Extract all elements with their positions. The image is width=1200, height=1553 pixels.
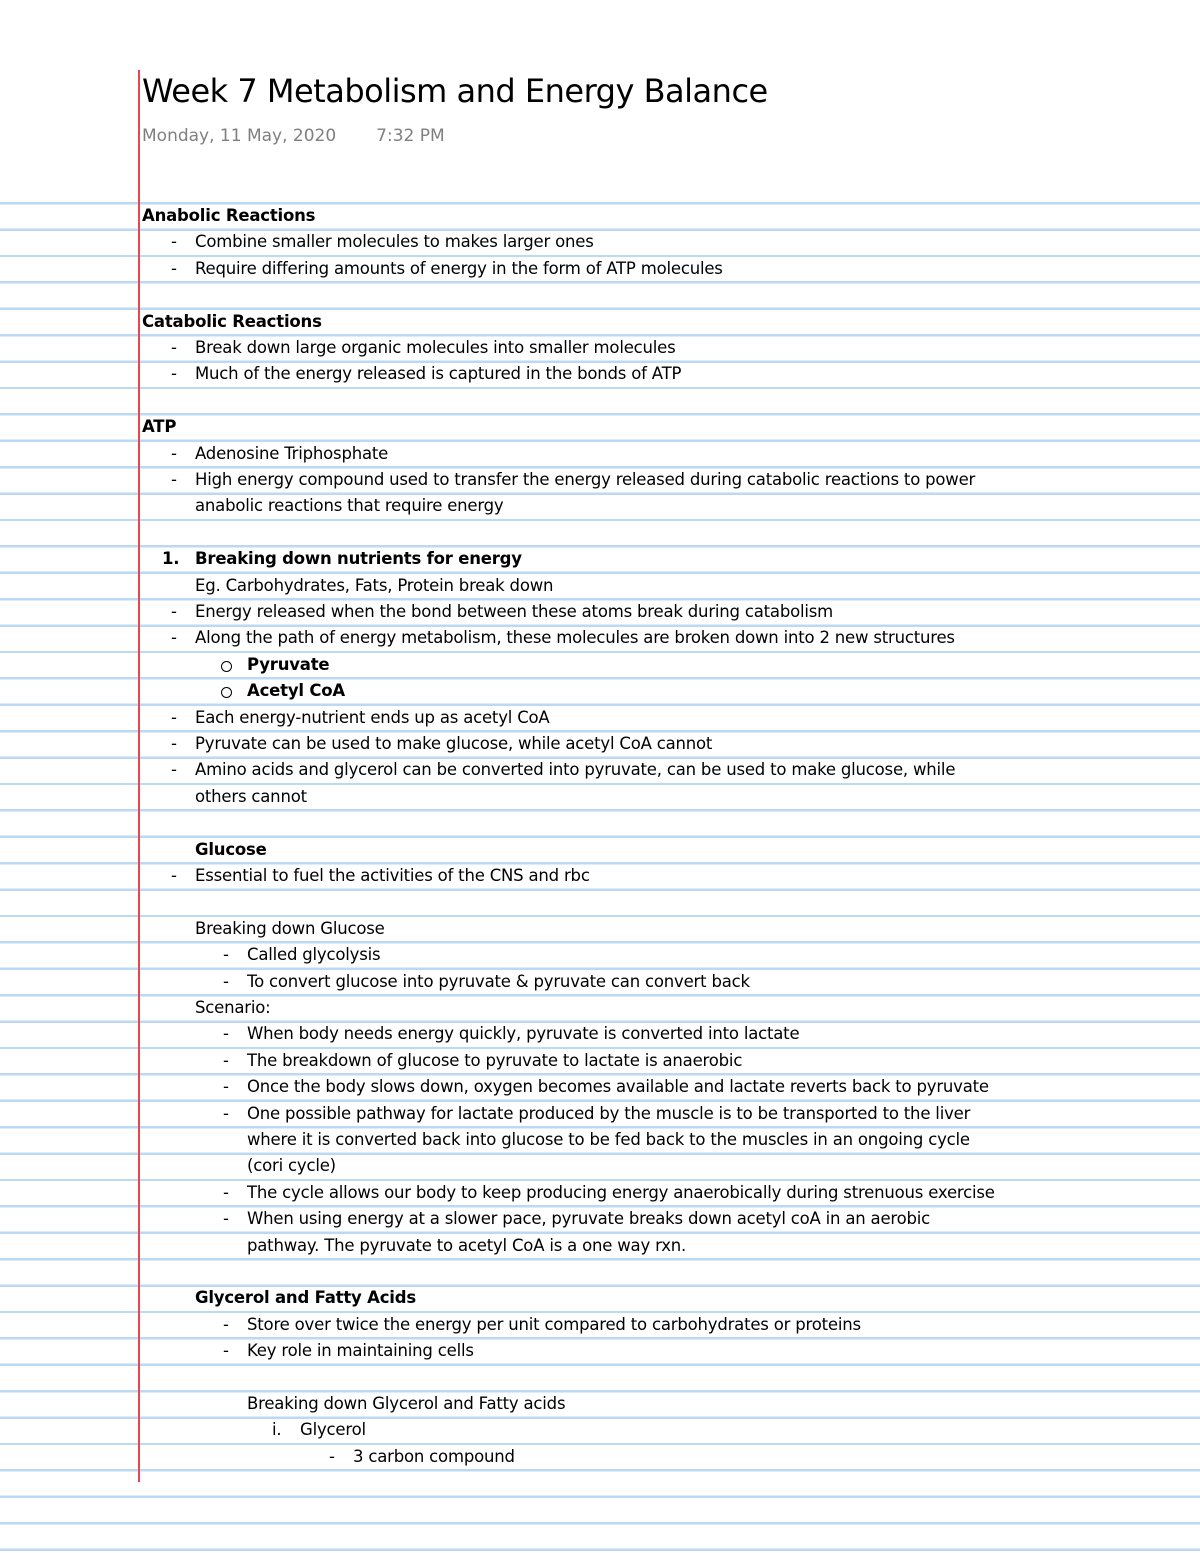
note-line-text: Breaking down nutrients for energy bbox=[195, 549, 522, 569]
note-line bbox=[171, 361, 682, 387]
note-line-text: Glycerol and Fatty Acids bbox=[195, 1288, 416, 1308]
note-line bbox=[247, 1127, 970, 1153]
note-line bbox=[162, 546, 522, 572]
note-line bbox=[223, 969, 750, 995]
note-line bbox=[223, 1021, 800, 1047]
bullet-circle-icon bbox=[221, 661, 232, 672]
bullet-circle-icon bbox=[221, 687, 232, 698]
note-line-text: Essential to fuel the activities of the CNS and rbc bbox=[195, 866, 590, 885]
note-line bbox=[171, 625, 955, 651]
page-title: Week 7 Metabolism and Energy Balance bbox=[142, 72, 768, 110]
note-line-text: To convert glucose into pyruvate & pyruvate can convert back bbox=[247, 971, 750, 991]
note-line-text: Acetyl CoA bbox=[247, 681, 345, 701]
note-line bbox=[223, 1048, 743, 1074]
note-line-text: Pyruvate can be used to make glucose, while acetyl CoA cannot bbox=[195, 734, 713, 753]
bullet-dash-icon: - bbox=[171, 628, 177, 648]
page-date: Monday, 11 May, 2020 bbox=[142, 126, 337, 146]
bullet-dash-icon: - bbox=[223, 1077, 229, 1097]
note-line-text: Eg. Carbohydrates, Fats, Protein break down bbox=[195, 575, 554, 595]
note-line-text: Each energy-nutrient ends up as acetyl CoA bbox=[195, 707, 550, 727]
bullet-dash-icon: - bbox=[171, 734, 177, 753]
note-line-text: Pyruvate bbox=[247, 654, 330, 674]
note-line bbox=[171, 731, 713, 757]
note-line-text: Energy released when the bond between these atoms break during catabolism bbox=[195, 602, 834, 621]
note-line bbox=[171, 335, 676, 361]
note-line bbox=[171, 256, 723, 282]
bullet-dash-icon: - bbox=[171, 760, 177, 780]
note-line bbox=[223, 1312, 861, 1338]
note-line bbox=[223, 942, 381, 968]
note-line-text: When body needs energy quickly, pyruvate is converted into lactate bbox=[247, 1024, 800, 1044]
note-line bbox=[247, 1233, 686, 1259]
note-line-text: others cannot bbox=[195, 786, 307, 806]
margin-rule bbox=[138, 70, 140, 1482]
note-line-text: 3 carbon compound bbox=[353, 1446, 515, 1466]
note-line-text: Combine smaller molecules to makes larger ones bbox=[195, 232, 594, 252]
note-line-text: When using energy at a slower pace, pyruvate breaks down acetyl coA in an aerobic bbox=[247, 1209, 931, 1229]
note-line-text: Anabolic Reactions bbox=[142, 206, 316, 225]
note-line bbox=[223, 1338, 474, 1364]
note-line bbox=[247, 678, 345, 704]
bullet-dash-icon: - bbox=[171, 866, 177, 885]
bullet-dash-icon: - bbox=[223, 1209, 229, 1229]
note-line-text: One possible pathway for lactate produced by the muscle is to be transported to the liver bbox=[247, 1103, 971, 1123]
note-line-text: Scenario: bbox=[195, 998, 271, 1017]
note-line bbox=[195, 995, 271, 1021]
note-line-text: Key role in maintaining cells bbox=[247, 1341, 474, 1361]
note-line-text: Require differing amounts of energy in the form of ATP molecules bbox=[195, 258, 723, 278]
page-time: 7:32 PM bbox=[376, 126, 445, 146]
bullet-dash-icon: - bbox=[223, 1050, 229, 1070]
note-line bbox=[223, 1101, 971, 1127]
note-line bbox=[142, 203, 315, 229]
note-line-text: Along the path of energy metabolism, these molecules are broken down into 2 new structures bbox=[195, 628, 955, 648]
note-line-text: Catabolic Reactions bbox=[142, 311, 322, 331]
note-line-text: Once the body slows down, oxygen becomes available and lactate reverts back to pyruvate bbox=[247, 1077, 989, 1097]
note-line bbox=[171, 705, 550, 731]
note-line bbox=[171, 441, 389, 467]
note-line bbox=[171, 229, 594, 255]
note-line-text: Glucose bbox=[195, 839, 267, 859]
note-line-text: where it is converted back into glucose to be fed back to the muscles in an ongoing cycle bbox=[247, 1130, 970, 1149]
note-line bbox=[195, 1285, 416, 1311]
note-line-text: Breaking down Glycerol and Fatty acids bbox=[247, 1394, 566, 1413]
note-line-text: pathway. The pyruvate to acetyl CoA is a one way rxn. bbox=[247, 1235, 687, 1255]
note-line-text: Much of the energy released is captured in the bonds of ATP bbox=[195, 364, 682, 384]
note-line bbox=[171, 757, 956, 783]
note-line bbox=[171, 863, 590, 889]
note-line-text: anabolic reactions that require energy bbox=[195, 496, 504, 516]
note-line bbox=[247, 652, 329, 678]
note-line bbox=[223, 1206, 931, 1232]
note-line bbox=[195, 493, 504, 519]
note-line-text: Adenosine Triphosphate bbox=[195, 443, 389, 463]
note-line bbox=[223, 1180, 995, 1206]
bullet-dash-icon: - bbox=[171, 602, 177, 621]
note-line-text: Called glycolysis bbox=[247, 945, 381, 965]
note-line bbox=[195, 837, 267, 863]
note-line-text: Breaking down Glucose bbox=[195, 918, 385, 938]
note-line-text: (cori cycle) bbox=[247, 1156, 336, 1176]
bullet-dash-icon: - bbox=[223, 1341, 229, 1361]
note-line-text: Glycerol bbox=[300, 1420, 366, 1440]
note-line bbox=[142, 309, 322, 335]
note-line bbox=[247, 1391, 565, 1417]
note-line-text: Break down large organic molecules into smaller molecules bbox=[195, 338, 676, 357]
note-line bbox=[195, 916, 385, 942]
note-line-text: The cycle allows our body to keep producing energy anaerobically during strenuous exercise bbox=[247, 1182, 995, 1202]
note-line-text: The breakdown of glucose to pyruvate to lactate is anaerobic bbox=[247, 1050, 743, 1070]
bullet-dash-icon: - bbox=[171, 338, 177, 357]
bullet-dash-icon: - bbox=[329, 1446, 335, 1466]
bullet-dash-icon: - bbox=[171, 443, 177, 463]
note-line-text: Store over twice the energy per unit compared to carbohydrates or proteins bbox=[247, 1314, 861, 1334]
note-line bbox=[171, 467, 976, 493]
bullet-dash-icon: - bbox=[223, 1314, 229, 1334]
bullet-dash-icon: - bbox=[171, 232, 177, 252]
bullet-dash-icon: - bbox=[223, 945, 229, 965]
note-line bbox=[142, 414, 176, 440]
bullet-dash-icon: - bbox=[171, 707, 177, 727]
note-line bbox=[272, 1417, 366, 1443]
note-line bbox=[223, 1074, 989, 1100]
note-line bbox=[171, 599, 834, 625]
list-roman-numeral: i. bbox=[272, 1420, 282, 1440]
bullet-dash-icon: - bbox=[171, 258, 177, 278]
note-line-text: Amino acids and glycerol can be converted into pyruvate, can be used to make glucose, while bbox=[195, 760, 956, 780]
bullet-dash-icon: - bbox=[171, 470, 177, 489]
bullet-dash-icon: - bbox=[171, 364, 177, 384]
note-line bbox=[247, 1153, 336, 1179]
bullet-dash-icon: - bbox=[223, 1182, 229, 1202]
list-number: 1. bbox=[162, 549, 180, 569]
bullet-dash-icon: - bbox=[223, 1103, 229, 1123]
note-line-text: ATP bbox=[142, 417, 177, 437]
note-line bbox=[195, 784, 307, 810]
page-meta bbox=[142, 126, 445, 146]
note-line-text: High energy compound used to transfer the energy released during catabolic reactions to power bbox=[195, 470, 976, 489]
bullet-dash-icon: - bbox=[223, 971, 229, 991]
note-line bbox=[195, 573, 553, 599]
bullet-dash-icon: - bbox=[223, 1024, 229, 1044]
note-line bbox=[329, 1444, 515, 1470]
